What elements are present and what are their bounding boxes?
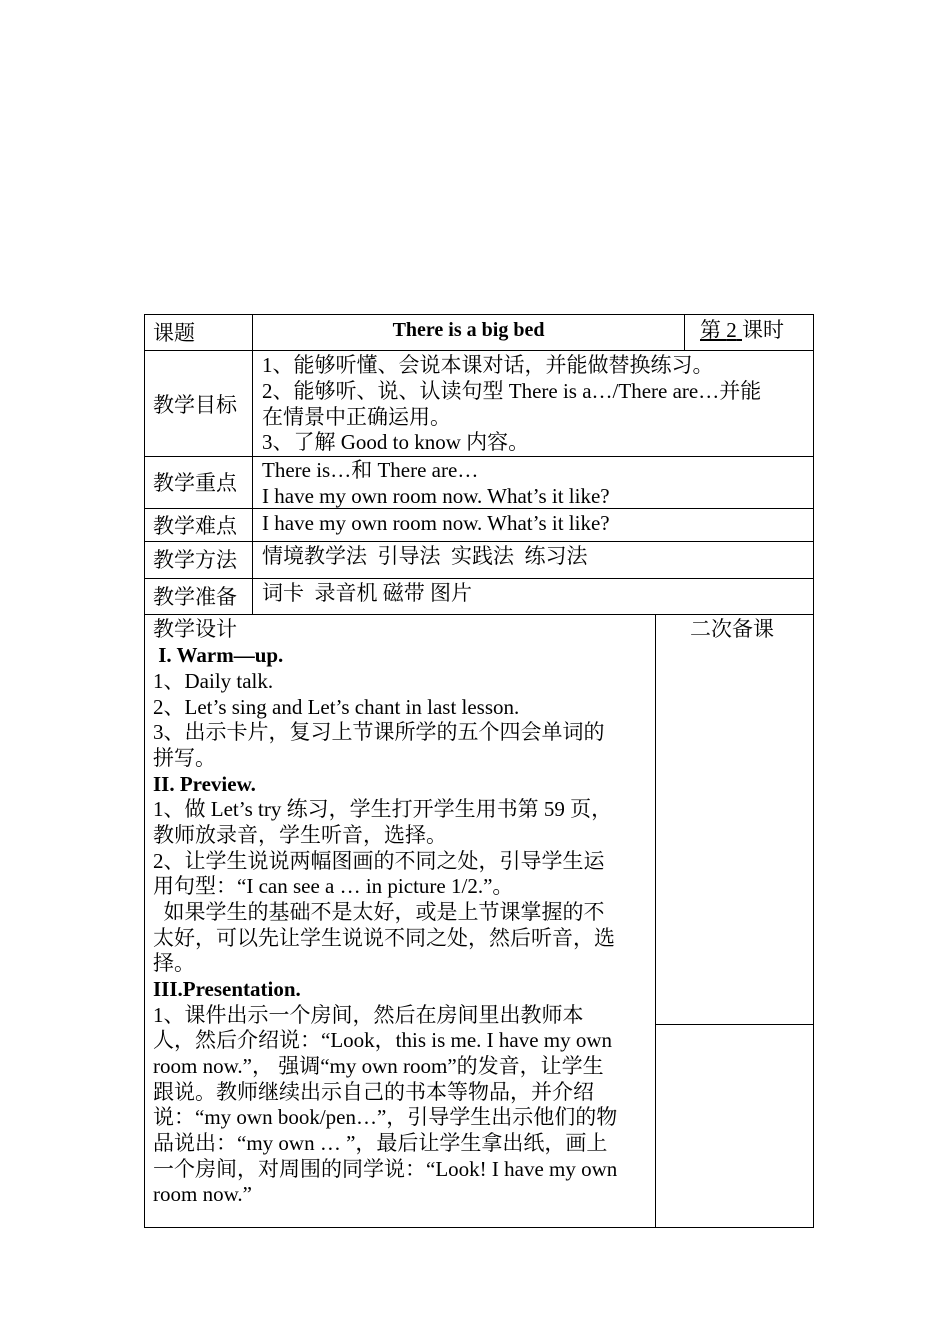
- key-points-line: I have my own room now. What’s it like?: [262, 484, 610, 508]
- second-prep-divider: [655, 1024, 814, 1025]
- design-line: 用句型：“I can see a … in picture 1/2.”。: [153, 874, 514, 898]
- design-line: 说：“my own book/pen…”，引导学生出示他们的物: [153, 1105, 618, 1129]
- design-line: 品说出：“my own … ”，最后让学生拿出纸，画上: [153, 1131, 608, 1155]
- difficulties-label: 教学难点: [153, 514, 237, 538]
- lesson-column-divider: [684, 314, 685, 351]
- design-line: 3、出示卡片，复习上节课所学的五个四会单词的: [153, 720, 605, 744]
- objectives-line: 2、能够听、说、认读句型 There is a…/There are…并能: [262, 379, 762, 403]
- design-line: 一个房间，对周围的同学说：“Look! I have my own: [153, 1157, 618, 1181]
- lesson-suffix: 课时: [742, 318, 784, 342]
- key-points-label: 教学重点: [153, 471, 237, 495]
- design-line: 1、做 Let’s try 练习，学生打开学生用书第 59 页，: [153, 797, 613, 821]
- design-line: 教师放录音，学生听音，选择。: [153, 823, 447, 847]
- methods-label: 教学方法: [153, 548, 237, 572]
- section-heading-presentation: III.Presentation.: [153, 977, 301, 1001]
- row-divider: [144, 456, 814, 457]
- row-divider: [144, 541, 814, 542]
- design-line: 1、Daily talk.: [153, 669, 274, 693]
- design-line: 2、Let’s sing and Let’s chant in last lesson.: [153, 695, 520, 719]
- objectives-label: 教学目标: [153, 393, 237, 417]
- table-border-right: [813, 314, 814, 1228]
- row-divider: [144, 350, 814, 351]
- design-line: 2、让学生说说两幅图画的不同之处，引导学生运: [153, 849, 605, 873]
- design-line: room now.”: [153, 1182, 252, 1206]
- preparation-label: 教学准备: [153, 585, 237, 609]
- row-divider: [144, 578, 814, 579]
- difficulties-line: I have my own room now. What’s it like?: [262, 511, 610, 535]
- table-border-left: [144, 314, 145, 1228]
- section-heading-preview: II. Preview.: [153, 772, 256, 796]
- topic-title: There is a big bed: [392, 319, 545, 341]
- design-line: 1、课件出示一个房间，然后在房间里出教师本: [153, 1003, 584, 1027]
- lesson-number-field: [700, 317, 784, 343]
- section-heading-warm-up: I. Warm—up.: [153, 643, 284, 667]
- objectives-line: 3、了解 Good to know 内容。: [262, 430, 530, 454]
- topic-label: 课题: [153, 321, 195, 345]
- design-label: 教学设计: [153, 617, 237, 641]
- objectives-line: 1、能够听懂、会说本课对话，并能做替换练习。: [262, 353, 714, 377]
- design-line: room now.”， 强调“my own room”的发音，让学生: [153, 1054, 604, 1078]
- design-line: 跟说。教师继续出示自己的书本等物品，并介绍: [153, 1080, 594, 1104]
- label-column-divider: [252, 314, 253, 615]
- table-border-bottom: [144, 1227, 814, 1228]
- design-line: 如果学生的基础不是太好，或是上节课掌握的不: [153, 900, 605, 924]
- design-line: 太好，可以先让学生说说不同之处，然后听音，选: [153, 926, 615, 950]
- second-prep-label: 二次备课: [690, 617, 774, 641]
- objectives-line: 在情景中正确运用。: [262, 405, 451, 429]
- key-points-line: There is…和 There are…: [262, 458, 479, 482]
- design-line: 择。: [153, 951, 195, 975]
- lesson-number: 2: [726, 318, 737, 342]
- lesson-prefix: 第: [700, 318, 721, 342]
- preparation-line: 词卡 录音机 磁带 图片: [262, 581, 472, 605]
- design-line: 人，然后介绍说：“Look，this is me. I have my own: [153, 1028, 613, 1052]
- design-column-divider: [655, 614, 656, 1228]
- table-border-top: [144, 314, 814, 315]
- methods-line: 情境教学法 引导法 实践法 练习法: [262, 544, 588, 568]
- design-line: 拼写。: [153, 746, 216, 770]
- row-divider: [144, 614, 814, 615]
